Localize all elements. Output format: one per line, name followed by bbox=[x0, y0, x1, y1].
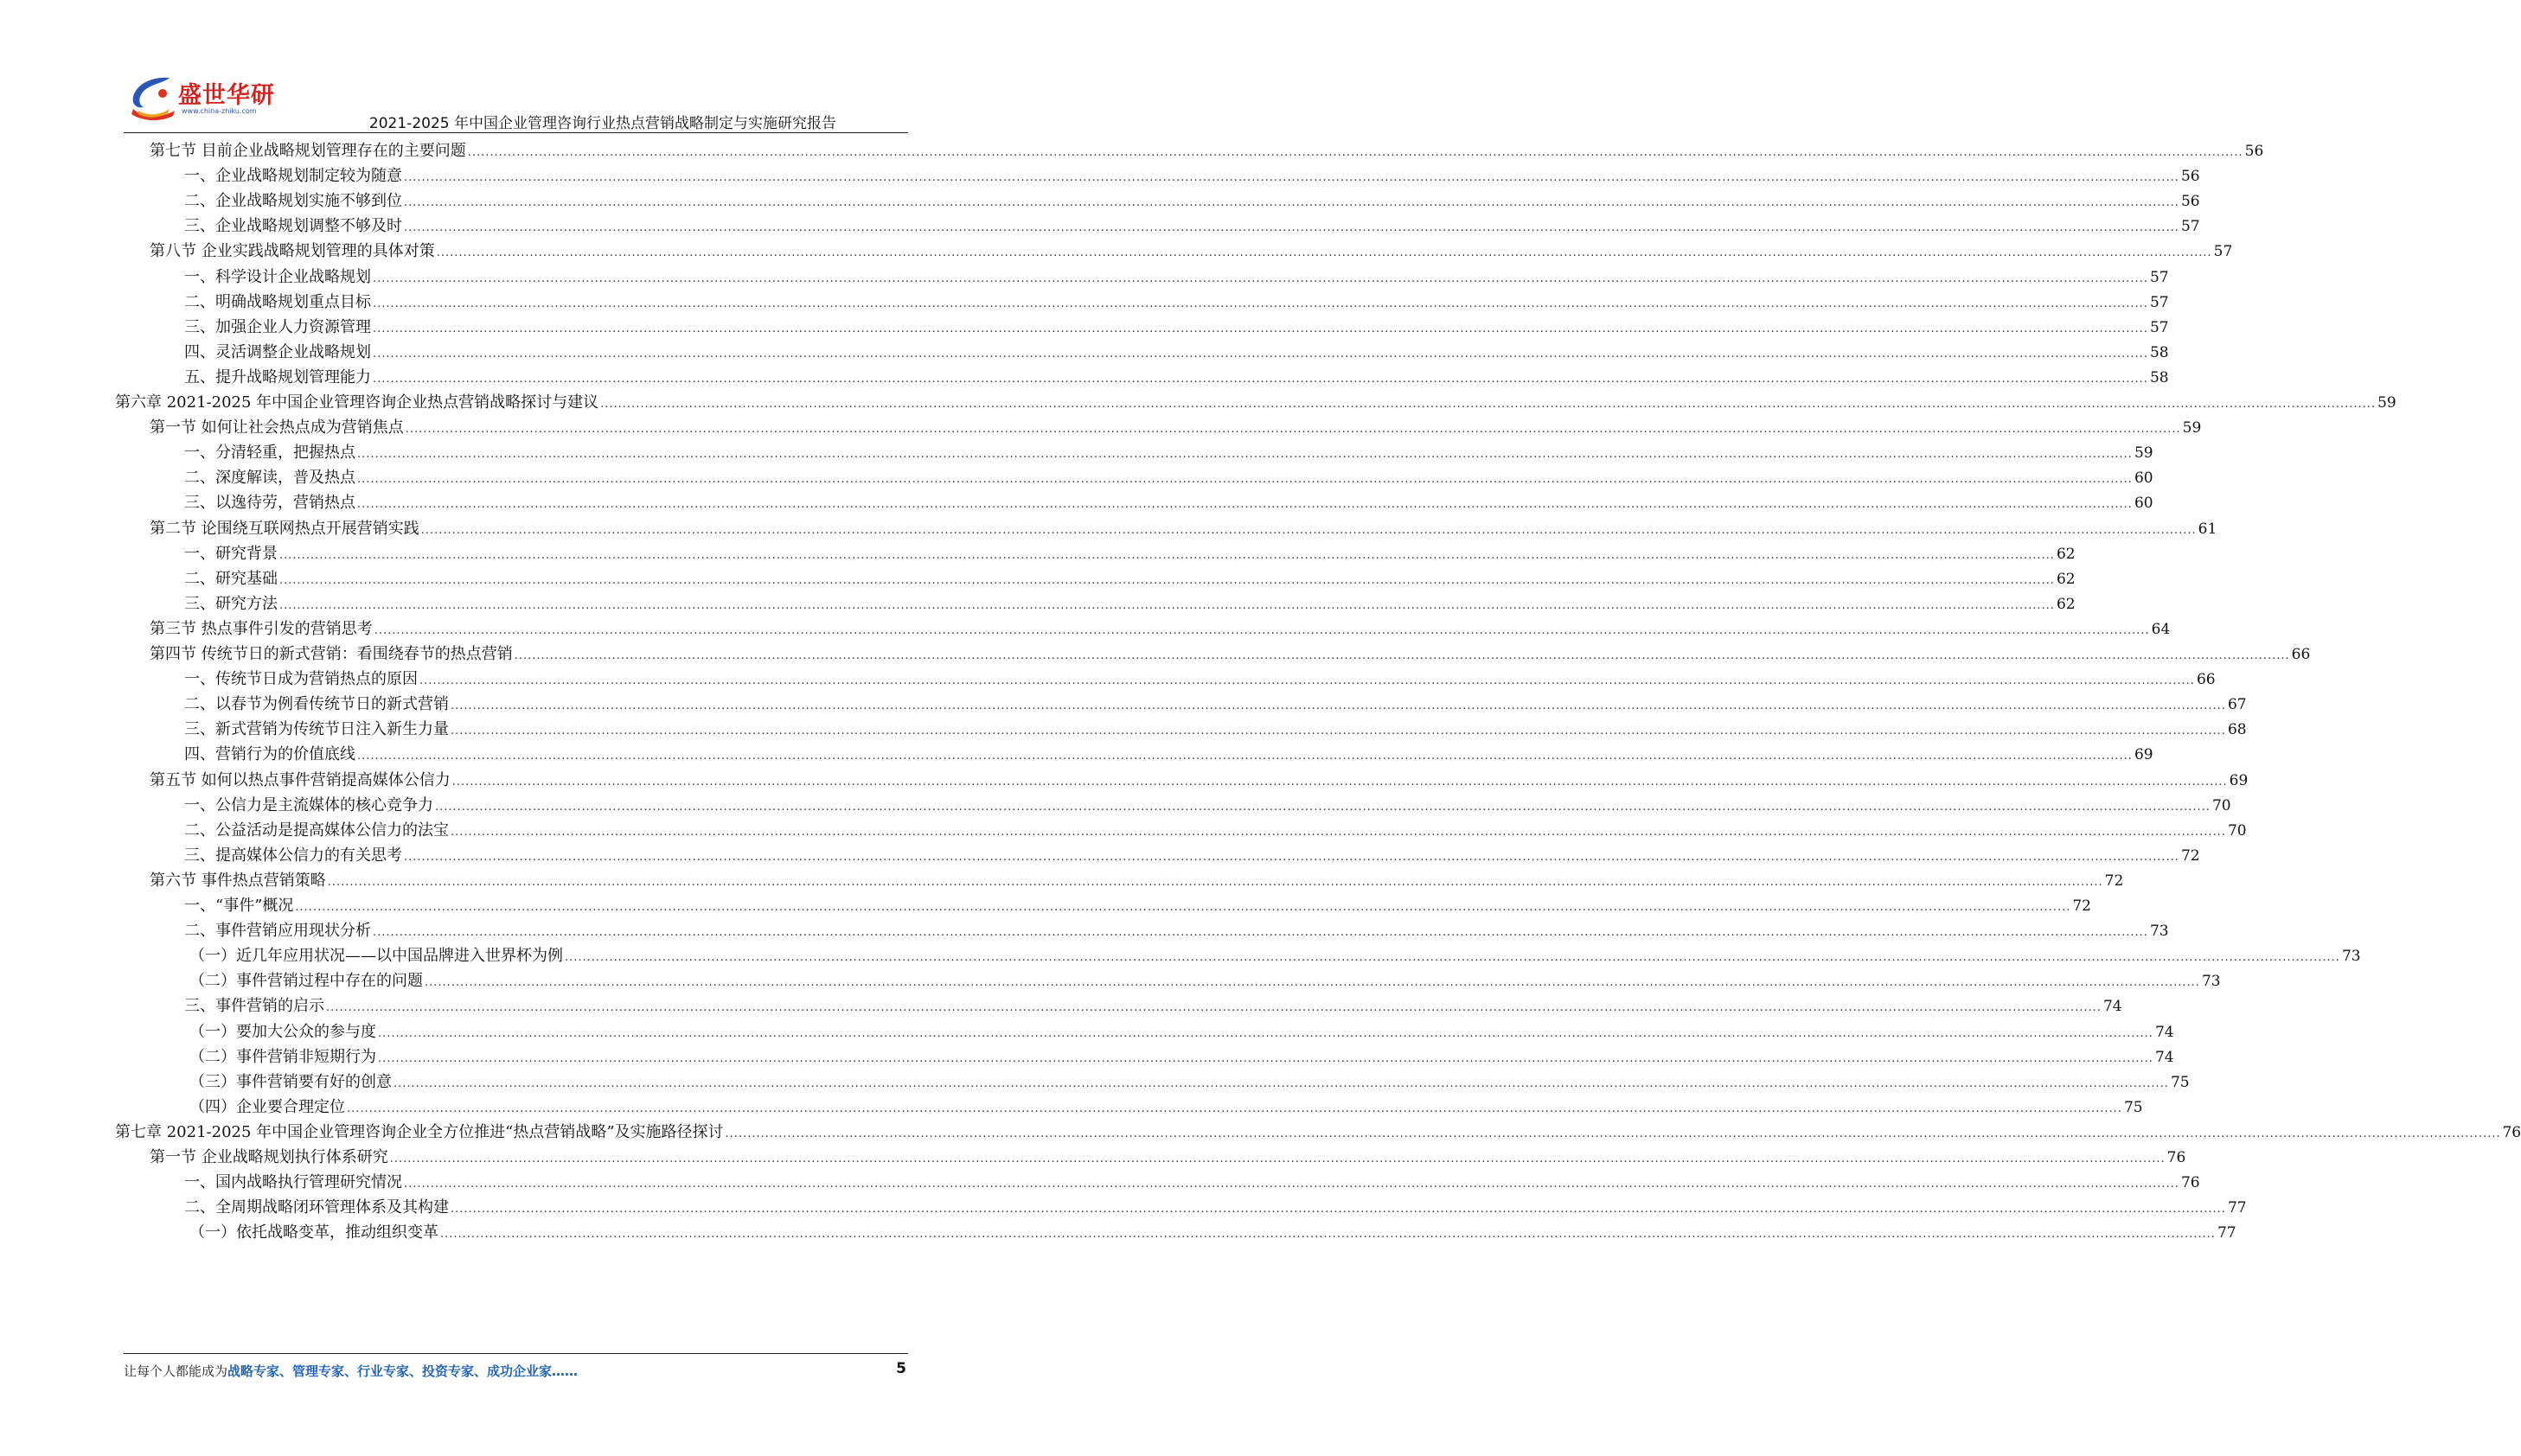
toc-entry[interactable] bbox=[184, 893, 2091, 919]
toc-dot-leader: ................................................................................................................................................................................................................................................................................................................................................................................................................ bbox=[373, 926, 2148, 940]
toc-entry-title: 二、事件营销应用现状分析 bbox=[184, 922, 371, 941]
toc-entry-title: 三、提高媒体公信力的有关思考 bbox=[184, 846, 402, 865]
toc-dot-leader: ................................................................................................................................................................................................................................................................................................................................................................................................................ bbox=[467, 146, 2243, 159]
toc-entry-title: 一、国内战略执行管理研究情况 bbox=[184, 1173, 402, 1192]
logo-url: www.china-zhiku.com bbox=[182, 107, 257, 115]
toc-dot-leader: ................................................................................................................................................................................................................................................................................................................................................................................................................ bbox=[451, 699, 2226, 713]
toc-entry-page: 77 bbox=[2217, 1224, 2236, 1242]
toc-dot-leader: ................................................................................................................................................................................................................................................................................................................................................................................................................ bbox=[347, 1102, 2122, 1115]
toc-entry-title: （四）企业要合理定位 bbox=[189, 1097, 345, 1116]
logo-name: 盛世华研 bbox=[178, 82, 275, 109]
toc-dot-leader: ................................................................................................................................................................................................................................................................................................................................................................................................................ bbox=[404, 850, 2179, 864]
toc-entry[interactable] bbox=[150, 516, 2217, 542]
company-logo bbox=[128, 74, 275, 125]
toc-entry-page: 57 bbox=[2149, 318, 2169, 336]
toc-entry-page: 77 bbox=[2227, 1199, 2247, 1217]
toc-entry-title: 一、传统节日成为营销热点的原因 bbox=[184, 670, 418, 689]
toc-entry[interactable] bbox=[189, 968, 2221, 994]
footer-slogan bbox=[124, 1362, 578, 1380]
toc-entry[interactable] bbox=[184, 290, 2169, 316]
toc-entry[interactable] bbox=[150, 868, 2124, 894]
toc-entry-page: 73 bbox=[2341, 948, 2361, 966]
toc-entry-page: 58 bbox=[2149, 368, 2169, 386]
toc-entry-title: 二、公益活动是提高媒体公信力的法宝 bbox=[184, 821, 449, 840]
toc-entry[interactable] bbox=[184, 692, 2247, 718]
toc-entry-page: 76 bbox=[2180, 1174, 2200, 1192]
toc-entry-title: （一）依托战略变革，推动组织变革 bbox=[189, 1223, 438, 1242]
toc-dot-leader: ................................................................................................................................................................................................................................................................................................................................................................................................................ bbox=[357, 473, 2133, 487]
toc-entry-title: 一、“事件”概况 bbox=[184, 897, 294, 915]
toc-entry-title: 第二节 论围绕互联网热点开展营销实践 bbox=[150, 519, 419, 538]
toc-dot-leader: ................................................................................................................................................................................................................................................................................................................................................................................................................ bbox=[378, 1026, 2153, 1040]
toc-entry-title: 第七节 目前企业战略规划管理存在的主要问题 bbox=[150, 142, 466, 160]
toc-entry-title: 第一节 企业战略规划执行体系研究 bbox=[150, 1148, 388, 1166]
header-divider bbox=[124, 132, 908, 133]
toc-entry-title: 一、企业战略规划制定较为随意 bbox=[184, 167, 402, 186]
toc-entry[interactable] bbox=[184, 340, 2169, 366]
toc-dot-leader: ................................................................................................................................................................................................................................................................................................................................................................................................................ bbox=[389, 1153, 2166, 1165]
toc-entry-page: 57 bbox=[2213, 243, 2233, 261]
toc-entry-page: 62 bbox=[2056, 545, 2076, 563]
toc-dot-leader: ................................................................................................................................................................................................................................................................................................................................................................................................................ bbox=[394, 1076, 2169, 1090]
toc-dot-leader: ................................................................................................................................................................................................................................................................................................................................................................................................................ bbox=[279, 598, 2055, 612]
toc-entry[interactable] bbox=[184, 315, 2169, 341]
toc-entry-title: 第五节 如何以热点事件营销提高媒体公信力 bbox=[150, 770, 451, 789]
toc-entry-page: 75 bbox=[2170, 1073, 2190, 1091]
toc-entry[interactable] bbox=[184, 742, 2153, 768]
toc-entry-page: 75 bbox=[2123, 1098, 2143, 1116]
footer-slogan-lead: 让每个人都能成为 bbox=[124, 1363, 228, 1379]
toc-dot-leader: ................................................................................................................................................................................................................................................................................................................................................................................................................ bbox=[420, 523, 2197, 537]
toc-entry-page: 73 bbox=[2149, 923, 2169, 941]
toc-entry-title: 第一节 如何让社会热点成为营销焦点 bbox=[150, 418, 404, 437]
footer-divider bbox=[124, 1353, 908, 1354]
toc-entry[interactable] bbox=[115, 1120, 2521, 1146]
toc-entry[interactable] bbox=[150, 616, 2171, 642]
toc-dot-leader: ................................................................................................................................................................................................................................................................................................................................................................................................................ bbox=[404, 221, 2179, 235]
toc-entry-title: （一）要加大公众的参与度 bbox=[189, 1022, 376, 1041]
toc-dot-leader: ................................................................................................................................................................................................................................................................................................................................................................................................................ bbox=[373, 297, 2148, 310]
toc-entry[interactable] bbox=[184, 1195, 2247, 1221]
toc-entry[interactable] bbox=[150, 138, 2264, 164]
page-number: 5 bbox=[896, 1360, 906, 1377]
toc-entry[interactable] bbox=[189, 1070, 2190, 1095]
toc-entry-title: 二、企业战略规划实施不够到位 bbox=[184, 192, 402, 211]
toc-entry[interactable] bbox=[184, 793, 2231, 819]
toc-dot-leader: ................................................................................................................................................................................................................................................................................................................................................................................................................ bbox=[565, 951, 2340, 965]
toc-entry[interactable] bbox=[150, 1145, 2186, 1171]
toc-entry[interactable] bbox=[184, 440, 2153, 466]
toc-dot-leader: ................................................................................................................................................................................................................................................................................................................................................................................................................ bbox=[279, 548, 2055, 562]
toc-entry[interactable] bbox=[150, 768, 2249, 794]
toc-entry[interactable] bbox=[184, 365, 2169, 391]
toc-dot-leader: ................................................................................................................................................................................................................................................................................................................................................................................................................ bbox=[404, 1178, 2179, 1191]
toc-entry-title: 三、以逸待劳，营销热点 bbox=[184, 494, 355, 513]
toc-entry[interactable] bbox=[184, 818, 2247, 844]
toc-entry-page: 62 bbox=[2056, 595, 2076, 613]
toc-entry[interactable] bbox=[184, 541, 2076, 567]
toc-entry-title: 三、加强企业人力资源管理 bbox=[184, 317, 371, 336]
page-header bbox=[0, 0, 1030, 130]
toc-entry[interactable] bbox=[184, 843, 2200, 869]
toc-entry[interactable] bbox=[184, 566, 2076, 592]
toc-entry-title: 第八节 企业实践战略规划管理的具体对策 bbox=[150, 242, 435, 261]
toc-entry-page: 72 bbox=[2104, 872, 2124, 890]
toc-dot-leader: ................................................................................................................................................................................................................................................................................................................................................................................................................ bbox=[451, 825, 2226, 839]
toc-entry-page: 57 bbox=[2180, 218, 2200, 236]
toc-entry[interactable] bbox=[150, 642, 2311, 667]
toc-dot-leader: ................................................................................................................................................................................................................................................................................................................................................................................................................ bbox=[725, 1127, 2501, 1140]
toc-entry[interactable] bbox=[189, 1044, 2174, 1070]
footer-slogan-highlight: 战略专家、管理专家、行业专家、投资专家、成功企业家…… bbox=[227, 1363, 579, 1379]
toc-entry-title: 第三节 热点事件引发的营销思考 bbox=[150, 619, 373, 638]
toc-entry[interactable] bbox=[184, 717, 2247, 743]
toc-entry-page: 58 bbox=[2149, 343, 2169, 361]
toc-entry-title: 一、公信力是主流媒体的核心竞争力 bbox=[184, 795, 433, 814]
toc-entry-page: 57 bbox=[2149, 268, 2169, 286]
toc-entry[interactable] bbox=[150, 415, 2202, 441]
toc-entry-page: 66 bbox=[2291, 646, 2311, 663]
toc-entry-title: 第六节 事件热点营销策略 bbox=[150, 871, 326, 890]
toc-entry[interactable] bbox=[150, 239, 2233, 265]
toc-dot-leader: ................................................................................................................................................................................................................................................................................................................................................................................................................ bbox=[451, 775, 2228, 789]
toc-entry-title: 四、灵活调整企业战略规划 bbox=[184, 342, 371, 361]
toc-entry-page: 62 bbox=[2056, 570, 2076, 588]
toc-entry-page: 70 bbox=[2211, 796, 2231, 814]
toc-entry-title: （一）近几年应用状况——以中国品牌进入世界杯为例 bbox=[189, 947, 563, 966]
toc-entry-page: 68 bbox=[2227, 721, 2247, 739]
toc-entry[interactable] bbox=[184, 667, 2216, 693]
toc-entry[interactable] bbox=[184, 918, 2169, 944]
toc-entry[interactable] bbox=[184, 188, 2200, 214]
toc-entry-page: 56 bbox=[2244, 143, 2264, 160]
toc-entry-title: 二、全周期战略闭环管理体系及其构建 bbox=[184, 1198, 449, 1217]
toc-entry-page: 59 bbox=[2377, 394, 2396, 412]
toc-entry-page: 76 bbox=[2166, 1149, 2186, 1166]
toc-entry-title: 第四节 传统节日的新式营销：看围绕春节的热点营销 bbox=[150, 645, 513, 663]
toc-entry[interactable] bbox=[189, 943, 2361, 969]
toc-dot-leader: ................................................................................................................................................................................................................................................................................................................................................................................................................ bbox=[279, 573, 2055, 587]
toc-entry[interactable] bbox=[189, 1019, 2174, 1045]
toc-entry-title: （二）事件营销非短期行为 bbox=[189, 1047, 376, 1066]
toc-entry-page: 57 bbox=[2149, 293, 2169, 311]
toc-entry[interactable] bbox=[184, 163, 2200, 189]
toc-entry-title: （三）事件营销要有好的创意 bbox=[189, 1072, 392, 1091]
toc-entry-page: 61 bbox=[2198, 520, 2217, 538]
toc-entry-page: 69 bbox=[2134, 746, 2153, 764]
toc-dot-leader: ................................................................................................................................................................................................................................................................................................................................................................................................................ bbox=[373, 322, 2148, 335]
toc-dot-leader: ................................................................................................................................................................................................................................................................................................................................................................................................................ bbox=[435, 800, 2211, 814]
toc-dot-leader: ................................................................................................................................................................................................................................................................................................................................................................................................................ bbox=[436, 246, 2212, 260]
toc-entry[interactable] bbox=[184, 490, 2153, 516]
toc-entry-page: 69 bbox=[2229, 771, 2249, 789]
toc-entry[interactable] bbox=[184, 265, 2169, 291]
toc-entry-page: 72 bbox=[2180, 846, 2200, 865]
toc-dot-leader: ................................................................................................................................................................................................................................................................................................................................................................................................................ bbox=[451, 725, 2226, 738]
toc-dot-leader: ................................................................................................................................................................................................................................................................................................................................................................................................................ bbox=[440, 1228, 2216, 1242]
toc-dot-leader: ................................................................................................................................................................................................................................................................................................................................................................................................................ bbox=[378, 1051, 2153, 1065]
toc-entry-title: 二、明确战略规划重点目标 bbox=[184, 292, 371, 311]
toc-entry-page: 72 bbox=[2072, 897, 2091, 915]
toc-dot-leader: ................................................................................................................................................................................................................................................................................................................................................................................................................ bbox=[295, 901, 2071, 914]
toc-entry-page: 67 bbox=[2227, 696, 2247, 714]
toc-entry[interactable] bbox=[184, 993, 2122, 1019]
toc-dot-leader: ................................................................................................................................................................................................................................................................................................................................................................................................................ bbox=[451, 1203, 2226, 1217]
toc-entry-title: 四、营销行为的价值底线 bbox=[184, 745, 355, 764]
toc-dot-leader: ................................................................................................................................................................................................................................................................................................................................................................................................................ bbox=[405, 423, 2181, 437]
toc-entry-title: 三、企业战略规划调整不够及时 bbox=[184, 217, 402, 236]
toc-entry[interactable] bbox=[115, 390, 2396, 416]
toc-dot-leader: ................................................................................................................................................................................................................................................................................................................................................................................................................ bbox=[404, 171, 2179, 185]
toc-entry-title: 三、研究方法 bbox=[184, 594, 278, 613]
toc-entry-title: 三、新式营销为传统节日注入新生力量 bbox=[184, 720, 449, 739]
toc-entry-page: 66 bbox=[2196, 671, 2216, 689]
toc-entry-title: 一、科学设计企业战略规划 bbox=[184, 267, 371, 286]
toc-dot-leader: ................................................................................................................................................................................................................................................................................................................................................................................................................ bbox=[373, 372, 2148, 386]
toc-dot-leader: ................................................................................................................................................................................................................................................................................................................................................................................................................ bbox=[357, 750, 2133, 763]
toc-entry-page: 74 bbox=[2102, 998, 2122, 1016]
toc-dot-leader: ................................................................................................................................................................................................................................................................................................................................................................................................................ bbox=[357, 448, 2133, 462]
toc-entry-title: 一、分清轻重，把握热点 bbox=[184, 444, 355, 463]
toc-dot-leader: ................................................................................................................................................................................................................................................................................................................................................................................................................ bbox=[373, 347, 2148, 361]
toc-entry[interactable] bbox=[184, 591, 2076, 617]
toc-dot-leader: ................................................................................................................................................................................................................................................................................................................................................................................................................ bbox=[514, 649, 2290, 662]
toc-entry-title: 二、以春节为例看传统节日的新式营销 bbox=[184, 695, 449, 714]
toc-entry[interactable] bbox=[184, 1170, 2200, 1196]
logo-emblem-icon bbox=[128, 74, 180, 125]
toc-dot-leader: ................................................................................................................................................................................................................................................................................................................................................................................................................ bbox=[357, 498, 2133, 512]
toc-entry[interactable] bbox=[189, 1220, 2236, 1246]
toc-entry-page: 74 bbox=[2154, 1023, 2174, 1041]
toc-dot-leader: ................................................................................................................................................................................................................................................................................................................................................................................................................ bbox=[374, 623, 2150, 637]
toc-entry-page: 60 bbox=[2134, 495, 2153, 513]
toc-entry-title: 一、研究背景 bbox=[184, 544, 278, 563]
toc-entry[interactable] bbox=[189, 1095, 2143, 1121]
toc-dot-leader: ................................................................................................................................................................................................................................................................................................................................................................................................................ bbox=[373, 271, 2148, 285]
toc-dot-leader: ................................................................................................................................................................................................................................................................................................................................................................................................................ bbox=[327, 875, 2103, 889]
toc-entry-title: 三、事件营销的启示 bbox=[184, 997, 324, 1016]
toc-dot-leader: ................................................................................................................................................................................................................................................................................................................................................................................................................ bbox=[404, 196, 2179, 210]
toc-entry-page: 56 bbox=[2180, 168, 2200, 186]
toc-entry-page: 74 bbox=[2154, 1048, 2174, 1066]
toc-entry-page: 56 bbox=[2180, 193, 2200, 211]
toc-entry-page: 60 bbox=[2134, 469, 2153, 488]
toc-entry-page: 76 bbox=[2502, 1123, 2521, 1141]
toc-dot-leader: ................................................................................................................................................................................................................................................................................................................................................................................................................ bbox=[425, 976, 2200, 990]
toc-dot-leader: ................................................................................................................................................................................................................................................................................................................................................................................................................ bbox=[600, 398, 2377, 411]
toc-entry[interactable] bbox=[184, 465, 2153, 491]
toc-dot-leader: ................................................................................................................................................................................................................................................................................................................................................................................................................ bbox=[326, 1001, 2102, 1015]
toc-dot-leader: ................................................................................................................................................................................................................................................................................................................................................................................................................ bbox=[419, 674, 2195, 688]
toc-entry-title: 二、深度解读，普及热点 bbox=[184, 469, 355, 488]
toc-entry-title: 第七章 2021-2025 年中国企业管理咨询企业全方位推进“热点营销战略”及实施路径探讨 bbox=[115, 1122, 724, 1141]
toc-entry-page: 73 bbox=[2201, 973, 2221, 991]
toc-entry-page: 70 bbox=[2227, 821, 2247, 840]
toc-entry-page: 64 bbox=[2151, 620, 2171, 638]
toc-entry-title: 二、研究基础 bbox=[184, 569, 278, 588]
toc-entry-page: 59 bbox=[2134, 444, 2153, 463]
toc-entry-page: 59 bbox=[2182, 419, 2202, 437]
toc-entry-title: 第六章 2021-2025 年中国企业管理咨询企业热点营销战略探讨与建议 bbox=[115, 393, 599, 412]
toc-entry-title: （二）事件营销过程中存在的问题 bbox=[189, 972, 423, 991]
report-title: 2021-2025 年中国企业管理咨询行业热点营销战略制定与实施研究报告 bbox=[368, 115, 836, 132]
toc-entry-title: 五、提升战略规划管理能力 bbox=[184, 367, 371, 386]
toc-entry[interactable] bbox=[184, 214, 2200, 239]
